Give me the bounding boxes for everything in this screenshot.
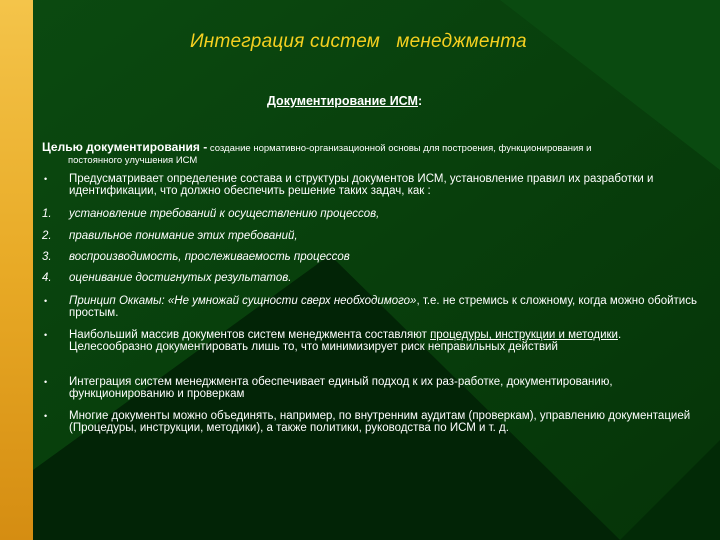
goal-paragraph [42,141,702,167]
list-item-text [69,330,707,353]
occam-principle-rest: , т.е. не стремись к сложному, когда можно обойтись простым. [69,295,697,319]
occam-principle-quote: Принцип Оккамы: «Не умножай сущности сверх необходимого» [69,295,417,307]
list-item-text: оценивание достигнутых результатов. [69,272,292,284]
list-item-text: установление требований к осуществлению процессов, [69,208,380,220]
number-marker: 4. [42,272,52,284]
goal-continuation: постоянного улучшения ИСМ [68,155,198,166]
list-item-text: правильное понимание этих требований, [69,230,298,242]
list-item-text-pre: Наибольший массив документов систем менеджмента составляют [69,329,431,341]
bullet-marker: • [44,411,48,421]
underlined-documents: процедуры, инструкции и методики [430,329,618,341]
list-item-text: Интеграция систем менеджмента обеспечивает единый подход к их раз-работке, документированию, функционированию и проверкам [69,376,613,400]
number-marker: 2. [42,230,52,242]
subtitle-text: Документирование ИСМ [267,94,418,108]
list-item [42,252,707,264]
list-item [42,231,707,243]
slide-title: Интеграция систем менеджмента [190,31,527,52]
number-marker: 3. [42,251,52,263]
list-item-text: воспроизводимость, прослеживаемость процессов [69,251,350,263]
slide-subtitle [267,94,422,108]
accent-side-bar [0,0,33,540]
list-item [42,377,707,400]
list-item-text [69,296,707,319]
goal-lead: Целью документирования - [42,140,208,154]
list-item-text-post: . Целесообразно документировать лишь то, что минимизирует риск неправильных действий [69,329,622,353]
list-item [42,273,707,285]
bullet-marker: • [44,377,48,387]
list-item-text: Многие документы можно объединять, например, по внутренним аудитам (проверкам), управлению документацией (Процедуры, инструкции, методики), а также политики, руководства по ИСМ и т. д. [69,410,691,434]
list-item [42,174,707,197]
list-item [42,330,707,353]
bullet-marker: • [44,330,48,340]
bullet-marker: • [44,174,48,184]
bullet-marker: • [44,296,48,306]
list-item-text: Предусматривает определение состава и структуры документов ИСМ, установление правил их разработки и идентификации, что должно обеспечить решение таких задач, как : [69,173,654,197]
number-marker: 1. [42,208,52,220]
subtitle-colon: : [417,94,423,108]
list-item [42,209,707,221]
list-item [42,411,707,434]
goal-text: создание нормативно-организационной основы для построения, функционирования и [207,143,592,154]
list-item [42,296,707,319]
